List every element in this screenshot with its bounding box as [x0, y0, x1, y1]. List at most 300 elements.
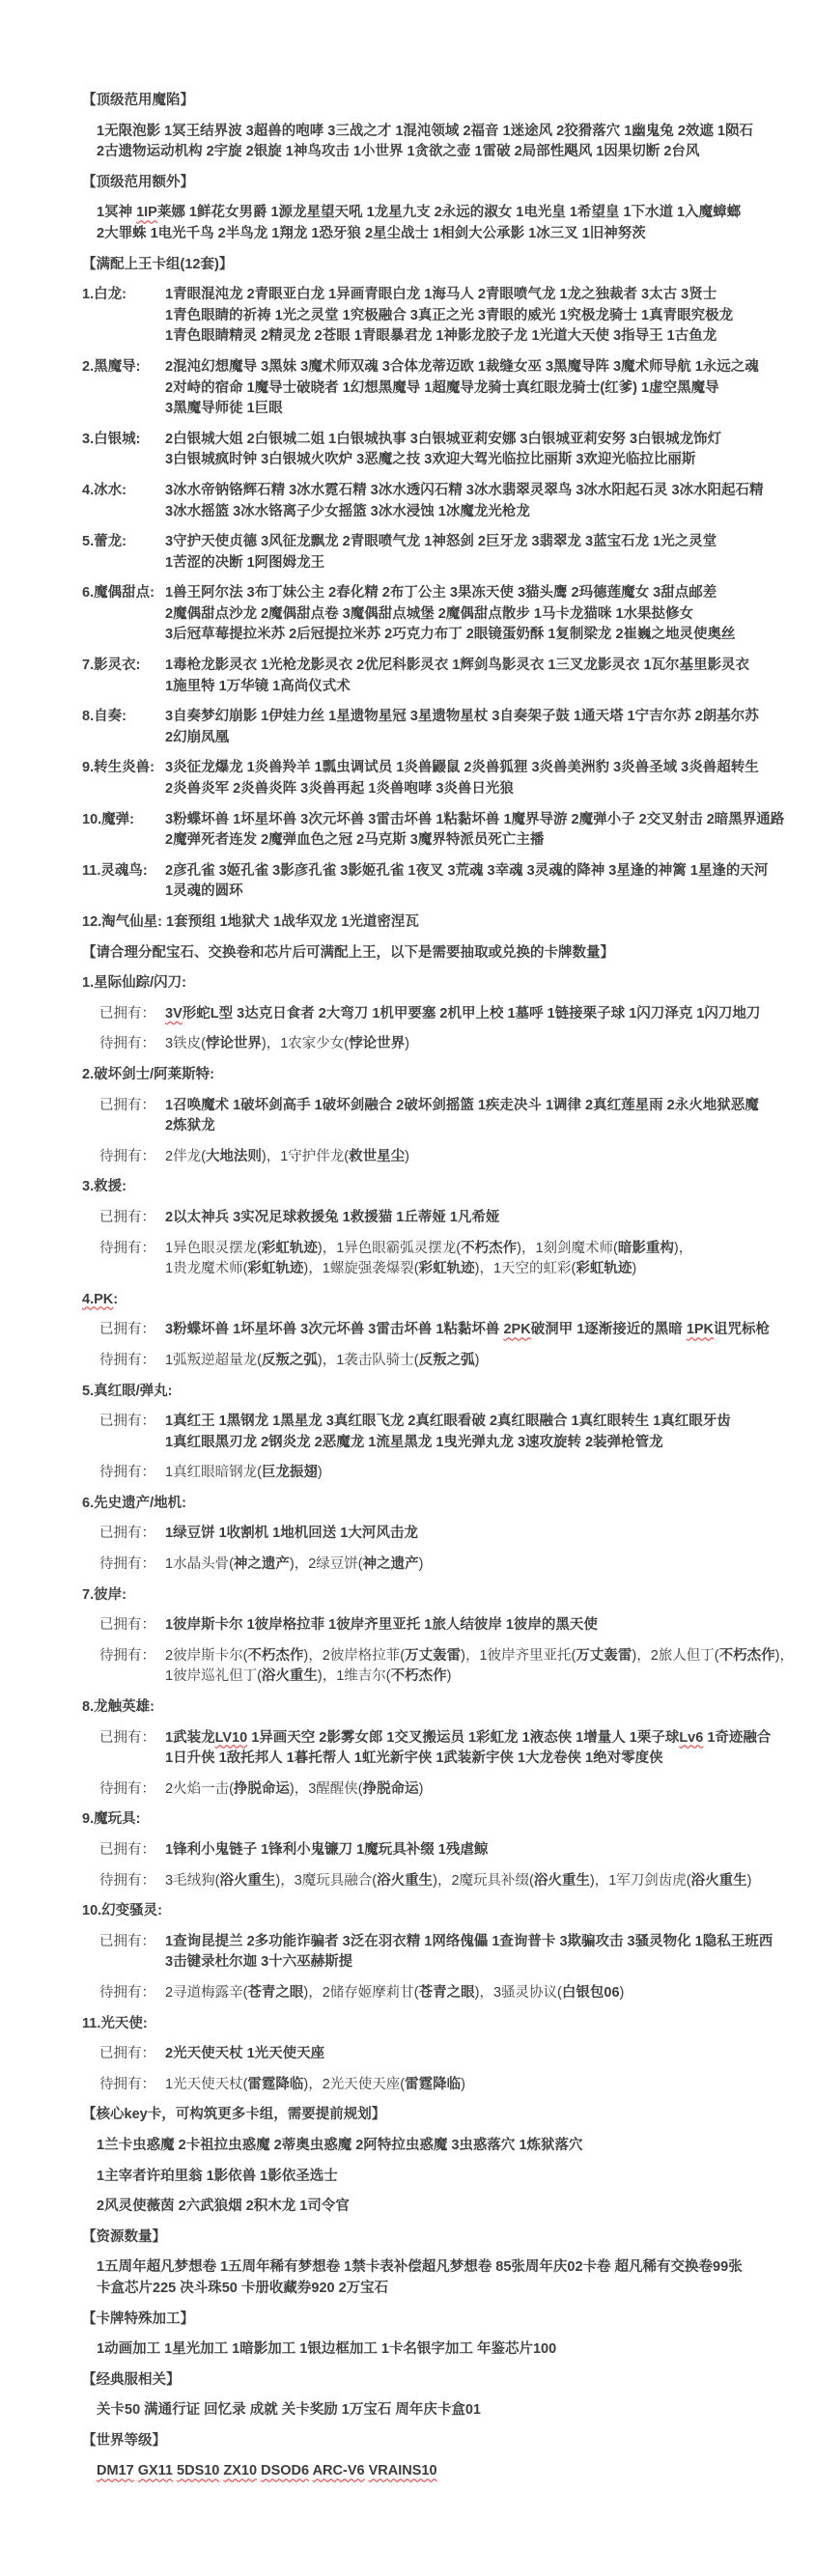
text-run: 雷霆降临	[405, 2076, 462, 2092]
text-run: )，2旅人但丁(	[632, 1647, 719, 1664]
text-lines	[165, 285, 762, 348]
text-line	[165, 1554, 762, 1576]
misspelled-text: 1PK	[686, 1322, 715, 1338]
text-line	[97, 2339, 762, 2361]
text-run: 浴火重生	[219, 1872, 276, 1889]
text-lines	[82, 91, 762, 112]
ownership-row	[82, 1554, 762, 1576]
text-line	[165, 882, 762, 903]
text-line	[165, 450, 762, 471]
text-run: )，3骚灵协议(	[474, 1984, 562, 2001]
text-lines	[165, 1034, 762, 1055]
text-lines	[165, 1463, 762, 1484]
misspelled-text: VRAINS10	[368, 2463, 437, 2479]
ownership-row	[82, 1840, 762, 1862]
text-run: )	[619, 1984, 625, 2001]
section-heading	[82, 1177, 762, 1198]
text-line	[97, 2136, 762, 2157]
text-run: 卡盒芯片225 决斗珠50 卡册收藏券920 2万宝石	[97, 2280, 389, 2296]
text-run: 彩虹轨迹	[261, 1240, 318, 1256]
text-run: )，	[673, 1240, 693, 1256]
text-line	[165, 1239, 762, 1260]
text-run: 【请合理分配宝石、交换卷和芯片后可满配上王，以下是需要抽取或兑换的卡牌数量】	[82, 944, 614, 961]
text-line	[82, 973, 762, 994]
text-line	[82, 1290, 762, 1311]
section-heading	[82, 1585, 762, 1607]
text-line	[165, 656, 762, 677]
ownership-label: 已拥有：	[99, 2046, 155, 2062]
text-run: 不朽杰作	[461, 1240, 518, 1256]
text-run: 3后冠草莓提拉米苏 2后冠提拉米苏 2巧克力布丁 2眼镜蛋奶酥 1复制梁龙 2崔巍之地灵使奥丝	[165, 627, 736, 643]
text-lines	[165, 1147, 762, 1168]
text-line	[165, 2044, 762, 2065]
text-run: )，2彼岸格拉菲(	[303, 1647, 406, 1664]
text-lines	[82, 173, 762, 194]
deck-row	[82, 583, 762, 646]
text-lines	[165, 861, 769, 903]
text-lines	[165, 1239, 762, 1280]
text-line	[82, 2014, 762, 2035]
section-heading	[82, 2014, 762, 2035]
text-run: 大地法则	[205, 1148, 262, 1164]
ownership-row	[82, 1983, 762, 2004]
deck-row	[82, 656, 762, 697]
text-run: 3黑魔导师徒 1巨眼	[165, 401, 283, 417]
text-line	[82, 173, 762, 194]
text-run: 1锋利小鬼链子 1锋利小鬼镰刀 1魔玩具补缀 1残虐鲸	[165, 1842, 489, 1858]
text-line	[165, 378, 762, 400]
text-lines	[165, 1840, 762, 1862]
misspelled-text: DM17	[97, 2463, 134, 2479]
section-heading	[82, 1382, 762, 1403]
text-run: 悖论世界	[205, 1036, 262, 1052]
text-run: 5.真红眼/弹丸:	[82, 1383, 173, 1399]
ownership-label: 已拥有：	[99, 1414, 155, 1430]
deck-row	[82, 532, 762, 574]
text-run: 【满配上王卡组(12套)】	[82, 256, 234, 272]
text-lines	[165, 1004, 762, 1025]
text-run: 暗影重构	[617, 1240, 674, 1256]
deck-name-label: 12.淘气仙星:	[82, 914, 162, 930]
text-line	[165, 758, 762, 779]
text-run: 万丈轰雷	[405, 1647, 462, 1664]
text-lines	[165, 1208, 762, 1229]
text-run: 浴火重生	[261, 1668, 318, 1685]
text-run: 【卡牌特殊加工】	[82, 2310, 194, 2327]
text-line	[97, 2400, 762, 2422]
paragraph	[82, 2400, 762, 2422]
text-lines	[97, 2339, 762, 2361]
text-run: )	[474, 1352, 480, 1368]
text-lines	[165, 810, 785, 852]
text-run: 不朽杰作	[247, 1647, 304, 1664]
text-run: 神之遗产	[362, 1556, 419, 1573]
text-run: 2彦孔雀 3姬孔雀 3影彦孔雀 3影姬孔雀 1夜叉 3荒魂 3幸魂 3灵魂的降神 3星逢的神篱 1星逢的天河	[165, 862, 769, 879]
text-run: )，1异色眼霸弧灵摆龙(	[317, 1240, 462, 1256]
text-run: 1苦涩的决断 1阿图姆龙王	[165, 554, 325, 571]
text-lines	[82, 1065, 762, 1086]
text-run: 关卡50 满通行证 回忆录 成就 关卡奖励 1万宝石 周年庆卡盒01	[97, 2402, 481, 2419]
ownership-row	[82, 1728, 772, 1770]
text-run: 形蛇L型 3达克日食者 2大弯刀 1机甲要塞 2机甲上校 1墓呼 1链接栗子球 1闪刀泽克 1闪刀地刀	[182, 1005, 761, 1022]
text-lines	[82, 2431, 762, 2452]
text-run: 1日升侠 1敌托邦人 1暮托帮人 1虹光新宇侠 1武装新宇侠 1大龙卷侠 1绝对零度侠	[165, 1750, 663, 1767]
section-heading	[82, 2431, 762, 2452]
deck-row	[82, 861, 769, 903]
section-heading	[82, 91, 762, 112]
text-line	[165, 830, 762, 852]
paragraph	[82, 2197, 762, 2218]
ownership-label: 已拥有：	[99, 1933, 155, 1949]
ownership-label: 待拥有：	[99, 1647, 155, 1664]
paragraph	[82, 122, 762, 163]
text-line	[165, 430, 762, 451]
text-line	[82, 1177, 762, 1198]
text-run: )，2光天使天座(	[303, 2076, 406, 2092]
misspelled-text: 2PK	[503, 1322, 531, 1338]
text-run: 1青色眼睛的祈祷 1光之灵堂 1究极融合 3真正之光 3青眼的威光 1究极龙骑士 1真青眼究极龙	[165, 307, 734, 323]
section-heading	[82, 1697, 762, 1719]
text-line	[165, 1320, 771, 1341]
text-line	[165, 728, 762, 749]
misspelled-text: ZX10	[223, 2463, 258, 2479]
text-line	[165, 553, 762, 574]
text-run: 2幻崩凤凰	[165, 729, 230, 745]
text-line	[97, 2279, 762, 2300]
text-run: 1弧叛逆超量龙(	[165, 1352, 262, 1368]
text-run: )，1螺旋强袭爆裂(	[303, 1261, 419, 1277]
text-run: )	[746, 1872, 752, 1889]
text-run: 诅咒标枪	[714, 1322, 771, 1338]
text-run: 1异色眼灵摆龙(	[165, 1240, 262, 1256]
text-run: 2.破坏剑士/阿莱斯特:	[82, 1066, 214, 1082]
text-line	[165, 1463, 762, 1484]
text-run: 【经典服相关】	[82, 2371, 181, 2388]
ownership-row	[82, 1463, 762, 1484]
paragraph	[82, 2136, 762, 2157]
text-line	[165, 1116, 762, 1137]
text-lines	[165, 1554, 762, 1576]
text-run: )，3醒醒侠(	[289, 1780, 363, 1797]
text-line	[165, 1932, 773, 1953]
misspelled-text: LV10	[214, 1729, 248, 1746]
text-run: 1异画天空 2影雾女郎 1交叉搬运员 1彩虹龙 1液态侠 1增量人 1栗子球	[247, 1729, 680, 1746]
text-run: 万丈轰雷	[576, 1647, 632, 1664]
text-run: 浴火重生	[533, 1872, 590, 1889]
deck-row	[82, 357, 762, 420]
deck-name-label: 7.影灵衣:	[82, 658, 141, 674]
text-run: )，	[774, 1647, 794, 1664]
text-line	[165, 583, 762, 604]
text-line	[165, 326, 762, 348]
text-line	[165, 1728, 772, 1750]
text-lines	[165, 1871, 762, 1892]
text-run: 2大罪蛛 1电光千鸟 2半鸟龙 1翔龙 1恐牙狼 2星尘战士 1相剑大公承影 1冰三叉 1旧神努茨	[97, 225, 646, 241]
text-lines	[82, 943, 762, 965]
text-lines	[82, 1177, 762, 1198]
misspelled-text: ARC-V6	[312, 2463, 365, 2479]
text-run: 雷霆降临	[247, 2076, 304, 2092]
text-run: 浴火重生	[377, 1872, 434, 1889]
text-lines	[82, 1382, 762, 1403]
text-lines	[82, 2014, 762, 2035]
section-heading	[82, 1809, 762, 1831]
text-line	[165, 1983, 762, 2004]
text-lines	[165, 1779, 762, 1801]
text-run: )，2储存姬摩莉甘(	[303, 1984, 419, 2001]
ownership-label: 已拥有：	[99, 1209, 155, 1225]
text-line	[82, 2431, 762, 2452]
text-line	[165, 1646, 794, 1667]
text-run: 破洞甲 1逐渐接近的黑暗	[530, 1322, 687, 1338]
text-run: 1武装龙	[165, 1729, 215, 1746]
text-run: 救世星尘	[349, 1148, 406, 1164]
text-run: 巨龙振翅	[261, 1465, 318, 1481]
text-run: 1无限泡影 1冥王结界波 3超兽的咆哮 3三战之才 1混沌领域 2福音 1迷途风 2狡猾落穴 1幽鬼兔 2效遮 1陨石	[97, 123, 753, 139]
text-run: 1光天使天杖(	[165, 2076, 248, 2092]
text-run: )	[632, 1261, 637, 1277]
text-run: 3白银城疯时钟 3白银城火吹炉 3恶魔之技 3欢迎大驾光临拉比丽斯 3欢迎光临拉比丽斯	[165, 452, 696, 468]
deck-row	[82, 810, 785, 852]
text-run: 7.彼岸:	[82, 1586, 126, 1603]
text-run: 2寻道梅露辛(	[165, 1984, 248, 2001]
text-line	[97, 203, 762, 224]
text-line	[165, 604, 762, 626]
misspelled-text: DSOD6	[261, 2463, 310, 2479]
text-run: 2彼岸斯卡尔(	[165, 1647, 248, 1664]
text-line	[97, 2197, 762, 2218]
text-lines	[82, 1290, 762, 1311]
text-lines	[97, 122, 762, 163]
text-line	[82, 2227, 762, 2249]
paragraph	[82, 2461, 762, 2482]
text-lines	[97, 2257, 762, 2299]
text-lines	[165, 481, 762, 522]
text-line	[165, 1004, 762, 1025]
text-run: 3炎征龙爆龙 1炎兽羚羊 1瓢虫调试员 1炎兽鼹鼠 2炎兽狐狸 3炎兽美洲豹 3炎兽圣域 3炎兽超转生	[165, 760, 759, 776]
text-line	[165, 1412, 762, 1433]
deck-row	[82, 758, 762, 799]
text-lines	[97, 2136, 762, 2157]
text-line	[97, 2167, 762, 2188]
ownership-label: 待拥有：	[99, 1240, 155, 1256]
text-run: )，2魔玩具补缀(	[433, 1872, 534, 1889]
text-run: 1查询昆提兰 2多功能诈骗者 3泛在羽衣精 1网络傀儡 1查询普卡 3欺骗攻击 3骚灵物化 1隐私王班西	[165, 1933, 773, 1949]
ownership-label: 待拥有：	[99, 1556, 155, 1573]
text-lines	[165, 707, 762, 748]
text-lines	[165, 2044, 762, 2065]
ownership-row	[82, 1524, 762, 1545]
text-run: )，1袭击队骑士(	[317, 1352, 419, 1368]
text-run: )	[446, 1668, 452, 1685]
deck-name-label: 5.蕾龙:	[82, 534, 126, 550]
text-run: 3冰水帝钠铬辉石精 3冰水霓石精 3冰水透闪石精 3冰水翡翠灵翠鸟 3冰水阳起石灵 3冰水阳起石精	[165, 482, 764, 498]
text-line	[165, 1147, 762, 1168]
text-run: 1.星际仙踪/闪刀:	[82, 975, 186, 992]
text-run: 1真红眼黑刃龙 2钢炎龙 2恶魔龙 1流星黑龙 1曳光弹丸龙 3速攻旋转 2装弹枪管龙	[165, 1434, 663, 1450]
ownership-row	[82, 1871, 762, 1892]
section-heading	[82, 2310, 762, 2331]
text-run: 2炎兽炎军 2炎兽炎阵 3炎兽再起 1炎兽咆哮 3炎兽日光狼	[165, 781, 514, 798]
text-lines	[82, 1697, 762, 1719]
ownership-label: 已拥有：	[99, 1322, 155, 1338]
text-run: )，1守护伴龙(	[261, 1148, 350, 1164]
misspelled-text: Lv6	[679, 1729, 704, 1746]
text-run: 1水晶头骨(	[165, 1556, 234, 1573]
ownership-row	[82, 2044, 762, 2065]
text-line	[166, 912, 762, 934]
text-run: 8.龙触英雄:	[82, 1699, 155, 1716]
ownership-row	[82, 1239, 762, 1280]
text-run: 神之遗产	[233, 1556, 290, 1573]
text-run: )	[418, 1780, 424, 1797]
text-line	[165, 1666, 762, 1688]
ownership-row	[82, 1615, 762, 1637]
ownership-row	[82, 1034, 762, 1055]
text-line	[97, 2257, 762, 2279]
text-line	[165, 1096, 762, 1117]
text-run: :	[113, 1291, 119, 1307]
deck-name-label: 6.魔偶甜点:	[82, 585, 155, 602]
text-lines	[165, 1983, 762, 2004]
text-line	[165, 1871, 762, 1892]
text-line	[165, 677, 762, 698]
ownership-label: 已拥有：	[99, 1617, 155, 1634]
text-run: 苍青之眼	[418, 1984, 475, 2001]
text-line	[82, 1065, 762, 1086]
text-run: )，1维吉尔(	[317, 1668, 391, 1685]
text-run: 1召唤魔术 1破坏剑高手 1破坏剑融合 2破坏剑摇篮 1疾走决斗 1调律 2真红莲星雨 2永火地狱恶魔	[165, 1097, 759, 1113]
text-line	[97, 224, 762, 245]
text-line	[165, 1615, 762, 1637]
deck-name-label: 1.白龙:	[82, 287, 126, 303]
text-run: )，1军刀剑齿虎(	[589, 1872, 691, 1889]
text-run: 白银包06	[561, 1984, 620, 2001]
text-line	[165, 532, 762, 553]
text-line	[165, 306, 762, 327]
deck-row	[82, 285, 762, 348]
text-run: 1青色眼睛精灵 2精灵龙 2苍眼 1青眼暴君龙 1神影龙胶子龙 1光道大天使 3指导王 1古鱼龙	[165, 328, 717, 345]
text-lines	[165, 1412, 762, 1453]
text-line	[82, 1809, 762, 1831]
text-lines	[165, 1932, 773, 1974]
text-line	[82, 255, 762, 276]
text-run: )	[418, 1556, 424, 1573]
text-line	[165, 502, 762, 523]
text-run: 3自奏梦幻崩影 1伊娃力丝 1星遗物星冠 3星遗物星杖 3自奏架子鼓 1通天塔 1宁吉尔苏 2朗基尔苏	[165, 709, 759, 725]
text-line	[165, 1034, 762, 1055]
misspelled-text: GX11	[137, 2463, 173, 2479]
ownership-label: 待拥有：	[99, 1465, 155, 1481]
section-heading	[82, 1901, 762, 1922]
ownership-label: 待拥有：	[99, 2076, 155, 2092]
text-run: 6.先史遗产/地机:	[82, 1495, 186, 1511]
text-line	[165, 707, 762, 728]
text-line	[165, 1952, 762, 1974]
text-lines	[82, 973, 762, 994]
text-run: )，1刻剑魔术师(	[517, 1240, 618, 1256]
ownership-label: 已拥有：	[99, 1729, 155, 1746]
section-heading	[82, 1494, 762, 1515]
text-line	[82, 1494, 762, 1515]
text-run: )，2绿豆饼(	[289, 1556, 363, 1573]
paragraph	[82, 203, 762, 244]
text-run: 3击键录杜尔迦 3十六巫赫斯提	[165, 1954, 353, 1971]
text-run: 反叛之弧	[261, 1352, 318, 1368]
text-run: 2混沌幻想魔导 3黑妹 3魔术师双魂 3合体龙蒂迈欧 1裁缝女巫 3黑魔导阵 3魔术师导航 1永远之魂	[165, 358, 759, 375]
ownership-label: 待拥有：	[99, 1148, 155, 1164]
deck-row	[82, 707, 762, 748]
text-run: 3毛绒狗(	[165, 1872, 220, 1889]
text-run: 不朽杰作	[718, 1647, 775, 1664]
section-heading	[82, 973, 762, 994]
text-run: 1毒枪龙影灵衣 1光枪龙影灵衣 2优尼科影灵衣 1辉剑鸟影灵衣 1三叉龙影灵衣 1瓦尔基里影灵衣	[165, 658, 750, 674]
text-run: 1贵龙魔术师(	[165, 1261, 248, 1277]
ownership-row	[82, 1646, 794, 1688]
deck-row	[82, 912, 762, 934]
text-lines	[165, 1728, 772, 1770]
text-run: 1灵魂的圆环	[165, 883, 243, 900]
text-run: 3粉蝶坏兽 1坏星坏兽 3次元坏兽 3雷击坏兽 1粘黏坏兽 1魔界导游 2魔弹小子 2交叉射击 2暗黑界通路	[165, 811, 785, 827]
text-line	[165, 810, 785, 831]
text-line	[82, 1585, 762, 1607]
text-run: 2风灵使薇茵 2六武狼烟 2积木龙 1司令官	[97, 2198, 350, 2215]
text-lines	[82, 2105, 762, 2126]
ownership-label: 已拥有：	[99, 1842, 155, 1858]
text-run: 3冰水摇篮 3冰水铬离子少女摇篮 3冰水浸蚀 1冰魔龙光枪龙	[165, 503, 530, 519]
section-heading	[82, 2105, 762, 2126]
text-run: )	[461, 2076, 465, 2092]
text-run: 1动画加工 1星光加工 1暗影加工 1银边框加工 1卡名银字加工 年鉴芯片100	[97, 2341, 557, 2358]
ownership-label: 待拥有：	[99, 1984, 155, 2001]
text-run: 【资源数量】	[82, 2228, 166, 2245]
text-run: )	[317, 1465, 323, 1481]
text-lines	[165, 532, 762, 574]
text-line	[165, 1524, 762, 1545]
text-line	[82, 943, 762, 965]
section-heading	[82, 1065, 762, 1086]
deck-name-label: 10.魔弹:	[82, 811, 134, 827]
text-line	[165, 1779, 762, 1801]
text-run: 【核心key卡，可构筑更多卡组，需要提前规划】	[82, 2107, 386, 2123]
text-run: 9.魔玩具:	[82, 1811, 141, 1828]
text-line	[165, 1351, 762, 1372]
ownership-label: 待拥有：	[99, 1036, 155, 1052]
text-run: 1真红眼暗钢龙(	[165, 1465, 262, 1481]
deck-name-label: 8.自奏:	[82, 709, 126, 725]
text-lines	[165, 2075, 762, 2096]
text-line	[165, 285, 762, 306]
text-run: 2火焰一击(	[165, 1780, 234, 1797]
text-line	[82, 1697, 762, 1719]
text-run: 1彼岸斯卡尔 1彼岸格拉菲 1彼岸齐里亚托 1旅人结彼岸 1彼岸的黑天使	[165, 1617, 598, 1634]
text-lines	[165, 1096, 762, 1137]
deck-row	[82, 430, 762, 471]
misspelled-text: 1IP	[136, 205, 157, 221]
text-line	[165, 1208, 762, 1229]
text-lines	[97, 2197, 762, 2218]
text-run: 1五周年超凡梦想卷 1五周年稀有梦想卷 1禁卡表补偿超凡梦想卷 85张周年庆02卡卷 超凡稀有交换卷99张	[97, 2259, 743, 2276]
text-run: )，1农家少女(	[261, 1036, 350, 1052]
text-lines	[165, 583, 762, 646]
text-line	[165, 2075, 762, 2096]
ownership-row	[82, 2075, 762, 2096]
text-lines	[165, 656, 762, 697]
text-lines	[165, 1351, 762, 1372]
text-run: 2光天使天杖 1光天使天座	[165, 2046, 325, 2062]
text-lines	[166, 912, 762, 934]
text-line	[165, 1749, 762, 1770]
